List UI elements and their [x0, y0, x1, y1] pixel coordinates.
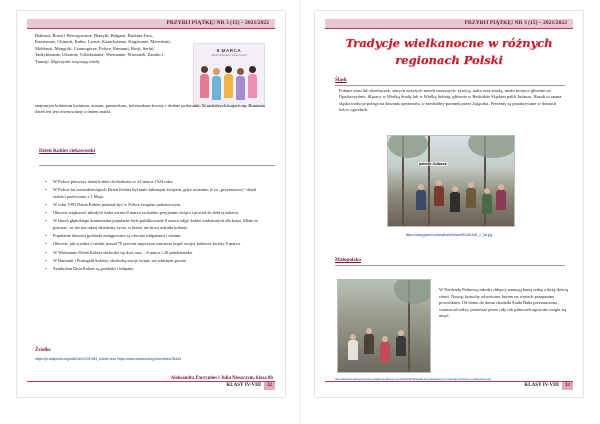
- woman-figure: [200, 66, 209, 98]
- page-header: PRZYBIJ PIĄTKĘ! NR 3 (15) – 2021/2022: [325, 19, 573, 29]
- page-footer: [325, 381, 573, 390]
- list-item: • W roku 1993 Dzień Kobiet przestał być w Polsce świętem państwowym.: [45, 202, 267, 209]
- sources-label: Źródło:: [35, 348, 52, 353]
- easter-tradition-photo: [337, 279, 431, 373]
- list-item: • W Rumunii i Portugalii kobiety obchodzą swoje święto we własnym gronie.: [45, 258, 267, 265]
- facts-list: [45, 179, 267, 274]
- section-title: Dzień Kobiet ciekawostki: [39, 148, 96, 154]
- photo-source-link[interactable]: https://ukarygumnin.pl/lokali/a/b/i/b/dda9312812ef1_n_full.jpg: [405, 233, 493, 237]
- list-item: • Obecnie większość młodych ludzi uważa 8 marca za bardzo przyjemne święto i powód do dobrej zabawy.: [45, 210, 267, 217]
- woman-figure: [236, 68, 245, 100]
- list-item: • W Polsce pierwszy dzień kobiet obchodzono w 24 marca 1924 roku.: [45, 179, 267, 186]
- sources-link[interactable]: https://pl.wikipedia.org/wiki/Dzie%C5%84_Kobiet oraz https://www.naszeszkoly.pl/archives/35446: [35, 357, 181, 361]
- woman-figure: [212, 68, 221, 100]
- left-page: [16, 10, 286, 398]
- authors-credit: Aleksandra Parzymies i Julia Nieszczym, klasa 8b: [170, 376, 273, 381]
- photo-source-link[interactable]: http://lesiebeznadogumininfomoriada.wordpress.com/2013/03/30/slaski-stroj-wielkanocny-zwyczaje-obrzedy-w-malopolsce.jpg: [335, 377, 492, 381]
- intro-paragraph: Białoruś, Bośni i Hercegowinie, Brazylii, Bułgarii, Burkina Faso, Kamerunie, Chinach, Kubie, Laosie, Kazachstanie, Kirgistanie, Macedonii, Mołdawii, Mongolii, Czarnogórze, Polsce, Rumunii, Rosji, Serbii, Tadżykistanie, Ukrainie, Uzbekistanie, Wietnamie, Wiosenek, Zambii i Tunezji. Mężczyźni wręczają wtedy: [35, 33, 171, 64]
- footer-label: KLASY IV-VIII: [226, 383, 261, 388]
- page-number: 32: [264, 382, 275, 390]
- divider: [335, 85, 565, 86]
- poster-title: 8 MARCA: [216, 48, 242, 53]
- slask-paragraph: Polanie żuru lub skrobaczek, starych zużytych moteli naszynych: żywicą, nafta oraz smołą, miało miejsce głównie na Opolszczyźnie. Śląsacy w Wielką Środę lub w Wielką Sobotę, głównie w Beskidzie Śląskim palili Judasza. Hazok to znana śląska tradycja polega na dawaniu prezentów w niedzielny poranek przez Zajączka. Prezenty są pozakrywane w domach lub w ogrodach.: [339, 88, 562, 113]
- divider: [335, 265, 565, 266]
- spread-gutter: [299, 0, 301, 424]
- footer-label: KLASY IV-VIII: [524, 383, 559, 388]
- intro-paragraph-continued: znajomym kobietom kwiatom, żonom, partnerkom, koleżankom kwiaty i drobne podarunki. W niektórych krajach np. Rumunia dzień ten jest równoważny z dniem matki.: [35, 103, 265, 115]
- woman-figure: [248, 66, 257, 98]
- page-footer: [27, 381, 275, 390]
- list-item: • Obecnie, jak wynika z badań, ponad 70 procent mężczyzn zamierza kupić swojej kobiecie kwiaty 8 marca.: [45, 241, 267, 248]
- article-title: Tradycje wielkanocne w różnych regionach Polski: [345, 36, 553, 67]
- woman-figure: [224, 66, 233, 98]
- judas-burning-photo: [387, 135, 515, 227]
- right-page: [314, 10, 584, 398]
- malopolska-paragraph: W Niedzielę Palmową młodzi chłopcy smarują bazią sedzę z dużą ilością ciemi. Nosząc kożuchy odwrócone futrem na wierzch przepasane powrósłami. Od domu do domu chodziła Śiuda Baba przeznaczona , czasem od sadzy, ponieważ przez cały rok pilnowali ognia nie mogła się umyć.: [439, 287, 568, 319]
- poster-subtitle: Międzynarodowy Dzień Kobiet: [211, 54, 247, 57]
- womens-day-poster: [193, 43, 265, 107]
- list-item: • W Polsce lat osiemdziesiątych Dzień Kobiet był mało lubianym świętem, gdyż uważano je za „przymusowy” dzień radości pożywiony z.1 Maja.: [45, 187, 267, 200]
- section-title-malopolska: Małopolska: [335, 257, 361, 263]
- section-title-slask: Śląsk: [335, 77, 347, 83]
- page-header: PRZYBIJ PIĄTKĘ! NR 3 (15) – 2021/2022: [27, 19, 275, 29]
- list-item: • W Wietnamie Dzień Kobiet obchodzi się dwa razy – 8 marca i 20 października.: [45, 250, 267, 257]
- divider: [39, 165, 275, 166]
- list-item: • Symbolem Dnia Kobiet są goździki i tulipany.: [45, 266, 267, 273]
- photo-label: palenie Judasza: [419, 162, 447, 166]
- list-item: • W latach głębokiego komunizmu popularne było publikowanie 8 marca zdjęć kobiet zasłużonych dla kraju. Miało to pokazać, że nie ma takiej dziedziny życia, w której nie biorą udziału kobiety.: [45, 218, 267, 231]
- list-item: • Popularne dawniej goździki zastępowane są obecnie tulipanami i różami.: [45, 233, 267, 240]
- page-number: 33: [562, 382, 573, 390]
